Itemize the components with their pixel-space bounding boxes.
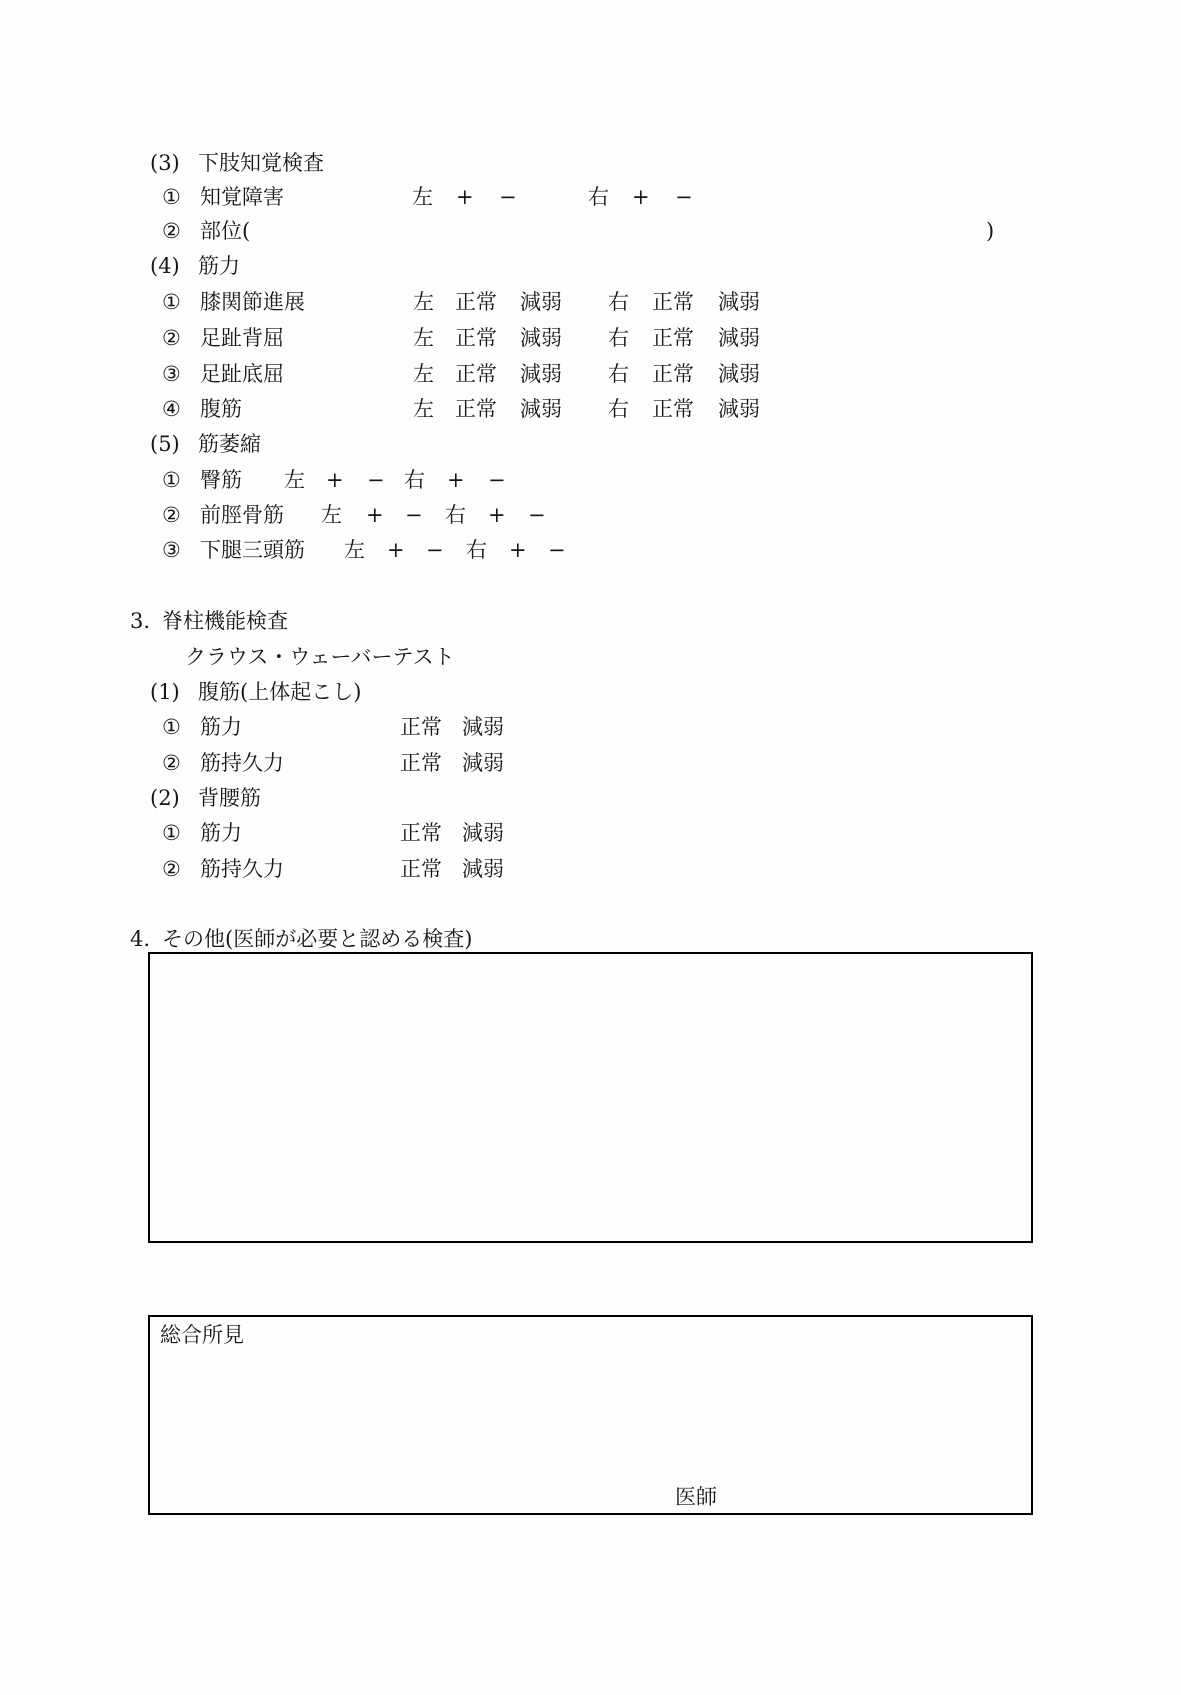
- item-label: 前脛骨筋: [200, 503, 284, 527]
- other-tests-entry-box: [148, 952, 1033, 1243]
- section-number: (4): [150, 254, 180, 278]
- left-label: 左: [413, 397, 434, 421]
- item-label: 部位(: [200, 219, 251, 243]
- toe-plantarflexion-row: [0, 360, 1181, 390]
- weakened-option: 減弱: [462, 857, 504, 881]
- weakened-option: 減弱: [520, 326, 562, 350]
- section-title: その他(医師が必要と認める検査): [162, 927, 473, 951]
- right-label: 右: [608, 362, 629, 386]
- item-number: ③: [162, 538, 181, 562]
- item-label: 筋持久力: [200, 751, 284, 775]
- normal-option: 正常: [455, 290, 497, 314]
- left-label: 左: [413, 362, 434, 386]
- summary-findings-box: [148, 1315, 1033, 1515]
- subtitle: クラウス・ウェーバーテスト: [185, 645, 455, 669]
- normal-option: 正常: [652, 362, 694, 386]
- abdominal-muscle-row: [0, 395, 1181, 425]
- item-label: 膝関節進展: [200, 290, 305, 314]
- item-label: 臀筋: [200, 468, 242, 492]
- knee-extension-row: [0, 288, 1181, 318]
- toe-dorsiflexion-row: [0, 324, 1181, 354]
- minus-option: −: [548, 538, 566, 562]
- right-label: 右: [608, 397, 629, 421]
- plus-option: +: [387, 538, 405, 562]
- minus-option: −: [528, 503, 546, 527]
- spinal-function-heading: [0, 607, 1181, 637]
- normal-option: 正常: [400, 857, 442, 881]
- muscle-atrophy-section-heading: [0, 430, 1181, 460]
- kraus-weber-subtitle: [0, 643, 1181, 673]
- minus-option: −: [488, 468, 506, 492]
- normal-option: 正常: [455, 362, 497, 386]
- item-number: ①: [162, 290, 181, 314]
- item-number: ②: [162, 326, 181, 350]
- right-label: 右: [608, 290, 629, 314]
- item-label: 筋力: [200, 715, 242, 739]
- triceps-surae-row: [0, 536, 1181, 566]
- section-title: 筋力: [198, 254, 240, 278]
- normal-option: 正常: [455, 326, 497, 350]
- weakened-option: 減弱: [718, 290, 760, 314]
- left-label: 左: [321, 503, 342, 527]
- weakened-option: 減弱: [462, 821, 504, 845]
- doctor-label: 医師: [675, 1485, 717, 1509]
- section-number: (3): [150, 151, 180, 175]
- weakened-option: 減弱: [718, 397, 760, 421]
- section-title: 背腰筋: [198, 786, 261, 810]
- tibialis-anterior-row: [0, 501, 1181, 531]
- abdominal-endurance-row: [0, 749, 1181, 779]
- section-number: (2): [150, 786, 180, 810]
- item-label: 知覚障害: [200, 185, 284, 209]
- right-label: 右: [588, 185, 609, 209]
- left-label: 左: [413, 326, 434, 350]
- normal-option: 正常: [400, 751, 442, 775]
- section-title: 筋萎縮: [198, 432, 261, 456]
- summary-box-label: 総合所見: [160, 1323, 244, 1347]
- item-label: 腹筋: [200, 397, 242, 421]
- section-number: 4.: [130, 927, 151, 951]
- plus-option: +: [456, 185, 474, 209]
- weakened-option: 減弱: [520, 362, 562, 386]
- section-title: 脊柱機能検査: [162, 609, 288, 633]
- plus-option: +: [366, 503, 384, 527]
- section-number: (5): [150, 432, 180, 456]
- abdominal-situp-section-heading: [0, 678, 1181, 708]
- abdominal-strength-row: [0, 713, 1181, 743]
- weakened-option: 減弱: [718, 326, 760, 350]
- minus-option: −: [367, 468, 385, 492]
- item-number: ②: [162, 503, 181, 527]
- weakened-option: 減弱: [520, 290, 562, 314]
- sensory-impairment-row: [0, 183, 1181, 213]
- section-number: (1): [150, 680, 180, 704]
- back-muscle-section-heading: [0, 784, 1181, 814]
- plus-option: +: [488, 503, 506, 527]
- left-label: 左: [284, 468, 305, 492]
- item-number: ②: [162, 857, 181, 881]
- plus-option: +: [632, 185, 650, 209]
- other-tests-heading: [0, 925, 1181, 955]
- item-number: ④: [162, 397, 181, 421]
- item-number: ②: [162, 219, 181, 243]
- weakened-option: 減弱: [462, 751, 504, 775]
- back-endurance-row: [0, 855, 1181, 885]
- plus-option: +: [447, 468, 465, 492]
- item-number: ①: [162, 185, 181, 209]
- item-label: 足趾背屈: [200, 326, 284, 350]
- item-number: ②: [162, 751, 181, 775]
- left-label: 左: [412, 185, 433, 209]
- plus-option: +: [509, 538, 527, 562]
- normal-option: 正常: [455, 397, 497, 421]
- minus-option: −: [426, 538, 444, 562]
- item-number: ①: [162, 468, 181, 492]
- closing-paren: ): [986, 219, 995, 243]
- weakened-option: 減弱: [718, 362, 760, 386]
- item-label: 筋力: [200, 821, 242, 845]
- minus-option: −: [499, 185, 517, 209]
- item-number: ③: [162, 362, 181, 386]
- muscle-strength-section-heading: [0, 252, 1181, 282]
- item-number: ①: [162, 821, 181, 845]
- left-label: 左: [344, 538, 365, 562]
- item-label: 筋持久力: [200, 857, 284, 881]
- back-strength-row: [0, 819, 1181, 849]
- normal-option: 正常: [400, 715, 442, 739]
- section-title: 下肢知覚検査: [198, 151, 324, 175]
- item-label: 下腿三頭筋: [200, 538, 305, 562]
- normal-option: 正常: [400, 821, 442, 845]
- normal-option: 正常: [652, 326, 694, 350]
- site-row: [0, 217, 1181, 247]
- item-label: 足趾底屈: [200, 362, 284, 386]
- section-title: 腹筋(上体起こし): [198, 680, 362, 704]
- right-label: 右: [445, 503, 466, 527]
- left-label: 左: [413, 290, 434, 314]
- right-label: 右: [608, 326, 629, 350]
- normal-option: 正常: [652, 397, 694, 421]
- weakened-option: 減弱: [462, 715, 504, 739]
- plus-option: +: [326, 468, 344, 492]
- sensory-exam-section-heading: [0, 149, 1181, 179]
- gluteal-muscle-row: [0, 466, 1181, 496]
- item-number: ①: [162, 715, 181, 739]
- minus-option: −: [405, 503, 423, 527]
- right-label: 右: [404, 468, 425, 492]
- minus-option: −: [675, 185, 693, 209]
- section-number: 3.: [130, 609, 151, 633]
- right-label: 右: [466, 538, 487, 562]
- weakened-option: 減弱: [520, 397, 562, 421]
- normal-option: 正常: [652, 290, 694, 314]
